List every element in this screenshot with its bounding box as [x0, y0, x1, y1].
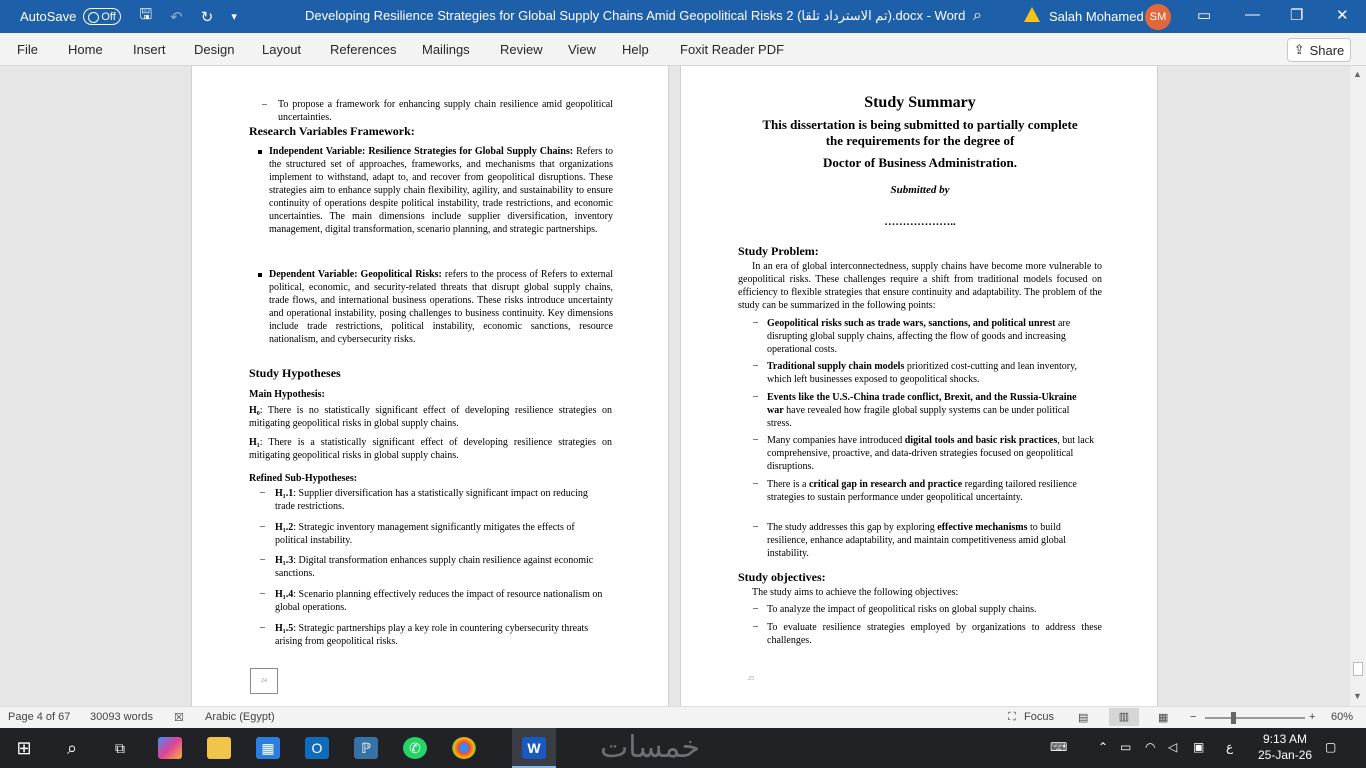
- clock[interactable]: [1258, 731, 1312, 763]
- point-pre: There is a: [767, 479, 809, 490]
- refined-sub-hypotheses-label: Refined Sub-Hypotheses:: [249, 473, 358, 484]
- autosave-toggle[interactable]: Off: [83, 8, 121, 25]
- word-icon[interactable]: W: [522, 737, 546, 759]
- dash-bullet: –: [753, 621, 758, 632]
- dash-bullet: –: [753, 478, 758, 489]
- summary-subtitle-2: the requirements for the degree of: [825, 133, 1015, 148]
- dependent-variable-text: refers to the process of Refers to external political, economic, and security-related threats that disrupt global supply chains, trade flows, and international business operations. These risks introduce uncertainty and operational instability, posing challenges to business continuity. Key dimensions include trade restrictions, political instability, economic sanctions, resource nationalism, and cybersecurity risks.: [269, 269, 614, 345]
- sub-hypothesis-text: : Scenario planning effectively reduces the impact of resource nationalism on global operations.: [275, 589, 603, 613]
- word-count[interactable]: 30093 words: [90, 711, 153, 723]
- problem-point-2: [767, 360, 1102, 386]
- point-text: to build resilience, enhance adaptability, and maintain competitiveness amid global instability.: [767, 522, 1066, 559]
- sub-hypothesis-text: : Strategic inventory management significantly mitigates the effects of political instability.: [275, 522, 575, 546]
- taskbar: [0, 728, 1366, 768]
- dash-bullet: –: [753, 521, 758, 532]
- sub-hypothesis-2: [275, 521, 605, 547]
- wifi-icon[interactable]: ◠: [1145, 740, 1156, 754]
- problem-point-4: [767, 434, 1102, 473]
- web-layout-icon[interactable]: ▦: [1158, 712, 1169, 724]
- dependent-variable-title: Dependent Variable: Geopolitical Risks:: [269, 269, 442, 280]
- outlook-icon[interactable]: O: [305, 737, 329, 759]
- microsoft-store-icon[interactable]: ▦: [256, 737, 280, 759]
- document-title: Developing Resilience Strategies for Global Supply Chains Amid Geopolitical Risks 2 (تم الاسترداد تلقا).docx - Word: [305, 8, 966, 23]
- h1-label: H₁: [249, 437, 260, 448]
- heading-framework: Research Variables Framework:: [249, 124, 415, 138]
- point-bold: effective mechanisms: [937, 522, 1028, 533]
- autosave-label: AutoSave: [20, 9, 77, 24]
- heading-hypotheses: Study Hypotheses: [249, 366, 341, 380]
- document-area[interactable]: [0, 66, 1350, 706]
- warning-icon[interactable]: [1024, 7, 1040, 22]
- point-text: prioritized cost-cutting and lean inventory, which left businesses exposed to geopolitical shocks.: [767, 361, 1077, 385]
- dash-bullet: –: [753, 603, 758, 614]
- degree-line: Doctor of Business Administration.: [822, 155, 1018, 170]
- dash-bullet: –: [753, 317, 758, 328]
- tab-layout[interactable]: Layout: [262, 42, 302, 57]
- dash-bullet: –: [753, 391, 758, 402]
- page-right[interactable]: [680, 66, 1158, 706]
- windows-start-icon[interactable]: ⊞: [16, 737, 32, 758]
- independent-variable-text: Refers to the structured set of approaches, frameworks, and mechanisms that organizations implement to withstand, adapt to, and recover from geopolitical disruptions. These strategies aim to enhance supply chain flexibility, agility, and sustainability to ensure continuity of operations despite political instability, trade restrictions, and economic uncertainties. The main dimensions include supplier diversification, inventory management, digital transformation, scenario planning, and strategic partnerships.: [269, 146, 613, 235]
- notification-icon[interactable]: ▢: [1325, 740, 1337, 754]
- ribbon-display-icon[interactable]: ▭: [1197, 7, 1212, 24]
- square-bullet: [258, 273, 262, 277]
- whatsapp-icon[interactable]: ✆: [403, 737, 427, 759]
- close-icon[interactable]: ✕: [1336, 7, 1349, 24]
- sub-hypothesis-text: : Supplier diversification has a statistically significant impact on reducing trade restrictions.: [275, 488, 588, 512]
- scroll-thumb[interactable]: [1353, 662, 1363, 676]
- page-number-box: 24: [250, 668, 278, 694]
- search-icon[interactable]: ⌕: [973, 7, 982, 24]
- sub-hypothesis-4: [275, 588, 605, 614]
- summary-subtitle-1: This dissertation is being submitted to partially complete: [762, 117, 1078, 132]
- independent-variable-title: Independent Variable: Resilience Strategies for Global Supply Chains:: [269, 146, 574, 157]
- status-bar: [0, 706, 1366, 728]
- chevron-up-icon[interactable]: ⌃: [1098, 740, 1109, 754]
- tab-mailings[interactable]: Mailings: [422, 42, 470, 57]
- dependent-variable-paragraph: [269, 268, 613, 346]
- point-bold: digital tools and basic risk practices: [904, 435, 1058, 446]
- dash-bullet: –: [260, 521, 265, 532]
- tab-view[interactable]: View: [568, 42, 596, 57]
- dash-bullet: –: [260, 554, 265, 565]
- sub-hypothesis-3: [275, 554, 605, 580]
- dash-bullet: –: [753, 434, 758, 445]
- submitted-by: Submitted by: [890, 184, 950, 196]
- sub-hypothesis-1: [275, 487, 605, 513]
- zoom-slider-thumb[interactable]: [1231, 712, 1236, 724]
- volume-icon[interactable]: ◁: [1168, 740, 1178, 754]
- chrome-icon[interactable]: [452, 737, 476, 759]
- ribbon-tabs: [0, 33, 1366, 66]
- point-bold: Events like the U.S.-China trade conflict, Brexit, and the Russia-Ukraine war: [767, 392, 1077, 416]
- h1-text: : There is a statistically significant effect of developing resilience strategies on mitigating geopolitical risks in global supply chains.: [249, 437, 612, 461]
- author-placeholder: ………………..: [884, 216, 956, 228]
- watermark: خمسات: [600, 730, 701, 765]
- problem-point-1: [767, 317, 1102, 356]
- tab-file[interactable]: File: [17, 42, 38, 57]
- zoom-slider[interactable]: [1205, 717, 1305, 719]
- task-view-icon[interactable]: ⧉: [115, 739, 125, 756]
- point-text: regarding tailored resilience strategies to sustain performance under geopolitical uncertainty.: [767, 479, 1077, 503]
- python-icon[interactable]: ℙ: [354, 737, 378, 759]
- point-text: are disrupting global supply chains, affecting the flow of goods and increasing operational costs.: [767, 318, 1071, 355]
- proofing-icon[interactable]: ☒: [174, 712, 184, 724]
- problem-point-6: [767, 521, 1102, 560]
- camera-icon[interactable]: ▣: [1193, 740, 1205, 754]
- sub-hypothesis-label: H₁.2: [275, 522, 294, 533]
- page-number: 25: [748, 676, 754, 682]
- maximize-icon[interactable]: ❐: [1290, 7, 1304, 24]
- read-mode-icon[interactable]: ▤: [1078, 712, 1089, 724]
- zoom-out-icon[interactable]: −: [1190, 711, 1197, 723]
- sub-hypothesis-text: : Digital transformation enhances supply chain resilience against economic sanctions.: [275, 555, 594, 579]
- file-explorer-icon[interactable]: [207, 737, 231, 759]
- tab-review[interactable]: Review: [500, 42, 543, 57]
- hypothesis-h0: [249, 404, 612, 430]
- tab-foxit[interactable]: Foxit Reader PDF: [680, 42, 785, 57]
- square-bullet: [258, 150, 262, 154]
- clock-time: 9:13 AM: [1263, 732, 1308, 746]
- zoom-level[interactable]: 60%: [1331, 711, 1354, 723]
- minimize-icon[interactable]: —: [1245, 6, 1260, 23]
- tab-home[interactable]: Home: [68, 42, 103, 57]
- redo-icon[interactable]: ↻: [200, 8, 214, 26]
- user-avatar[interactable]: SM: [1145, 4, 1171, 30]
- dash-bullet: –: [753, 360, 758, 371]
- scroll-down-icon[interactable]: ▼: [1353, 691, 1362, 701]
- sub-hypothesis-label: H₁.3: [275, 555, 294, 566]
- tab-help[interactable]: Help: [622, 42, 649, 57]
- share-label: Share: [1309, 42, 1345, 58]
- sub-hypothesis-text: : Strategic partnerships play a key role in countering cybersecurity threats arising from geopolitical risks.: [275, 623, 589, 647]
- main-hypothesis-label: Main Hypothesis:: [249, 389, 325, 400]
- point-pre: Many companies have introduced: [767, 435, 905, 446]
- sub-hypothesis-5: [275, 622, 605, 648]
- study-problem-intro: In an era of global interconnectedness, supply chains have become more vulnerable to geopolitical risks. These challenges require a shift from traditional models focused on efficiency to flexible strategies that ensure continuity and adaptability. The problem of the study can be summarized in the following points:: [738, 261, 1102, 311]
- focus-icon[interactable]: ⛶: [1008, 711, 1016, 723]
- study-objectives-heading: Study objectives:: [738, 570, 826, 584]
- tab-references[interactable]: References: [330, 42, 397, 57]
- point-text: , but lack comprehensive, proactive, and data-driven strategies focused on geopolitical disruptions.: [767, 435, 1095, 472]
- clock-date: 25-Jan-26: [1258, 748, 1313, 762]
- independent-variable-paragraph: [269, 145, 613, 236]
- vertical-scrollbar[interactable]: [1350, 66, 1366, 706]
- save-icon[interactable]: 🖫: [139, 6, 153, 23]
- problem-point-5: [767, 478, 1087, 504]
- copilot-icon[interactable]: [158, 737, 182, 759]
- language[interactable]: Arabic (Egypt): [205, 711, 275, 723]
- summary-title: Study Summary: [864, 94, 976, 111]
- input-language[interactable]: ع: [1226, 740, 1234, 754]
- quick-access-dropdown-icon[interactable]: ▾: [231, 11, 237, 23]
- point-pre: The study addresses this gap by exploring: [767, 522, 938, 533]
- sub-hypothesis-label: H₁.4: [275, 589, 294, 600]
- point-bold: Geopolitical risks such as trade wars, sanctions, and political unrest: [767, 318, 1056, 329]
- point-bold: Traditional supply chain models: [767, 361, 905, 372]
- share-icon: ⇪: [1293, 42, 1305, 57]
- point-bold: critical gap in research and practice: [808, 479, 963, 490]
- undo-icon[interactable]: ↶: [170, 8, 183, 26]
- sub-hypothesis-label: H₁.1: [275, 488, 294, 499]
- keyboard-icon[interactable]: ⌨: [1050, 740, 1068, 754]
- objective-2: To evaluate resilience strategies employed by organizations to address these challenges.: [767, 622, 1102, 646]
- share-button[interactable]: [1287, 38, 1351, 62]
- point-text: have revealed how fragile global supply systems can be under political stress.: [767, 405, 1070, 429]
- objective-item: To propose a framework for enhancing supply chain resilience amid geopolitical uncertainties.: [278, 99, 613, 123]
- problem-point-3: [767, 391, 1087, 430]
- hypothesis-h1: [249, 436, 612, 462]
- h0-label: H₀: [249, 405, 260, 416]
- focus-label[interactable]: Focus: [1024, 711, 1054, 723]
- objective-1: To analyze the impact of geopolitical risks on global supply chains.: [767, 604, 1037, 615]
- print-layout-icon[interactable]: ▥: [1109, 708, 1139, 726]
- dash-bullet: –: [260, 487, 265, 498]
- battery-icon[interactable]: ▭: [1120, 740, 1132, 754]
- tab-insert[interactable]: Insert: [133, 42, 166, 57]
- dash-bullet: –: [260, 588, 265, 599]
- title-bar: [0, 0, 1366, 33]
- sub-hypothesis-label: H₁.5: [275, 623, 294, 634]
- search-icon[interactable]: ⌕: [66, 737, 78, 758]
- objectives-intro: The study aims to achieve the following objectives:: [752, 587, 959, 598]
- scroll-up-icon[interactable]: ▲: [1353, 69, 1362, 79]
- tab-design[interactable]: Design: [194, 42, 235, 57]
- page-info[interactable]: Page 4 of 67: [8, 711, 71, 723]
- h0-text: : There is no statistically significant effect of developing resilience strategies on mitigating geopolitical risks in global supply chains.: [249, 405, 612, 429]
- user-name[interactable]: Salah Mohamed: [1049, 9, 1144, 24]
- page-left[interactable]: [191, 66, 669, 706]
- study-problem-heading: Study Problem:: [738, 244, 819, 258]
- zoom-in-icon[interactable]: +: [1309, 711, 1316, 723]
- dash-bullet: –: [260, 622, 265, 633]
- dash-bullet: –: [262, 99, 267, 110]
